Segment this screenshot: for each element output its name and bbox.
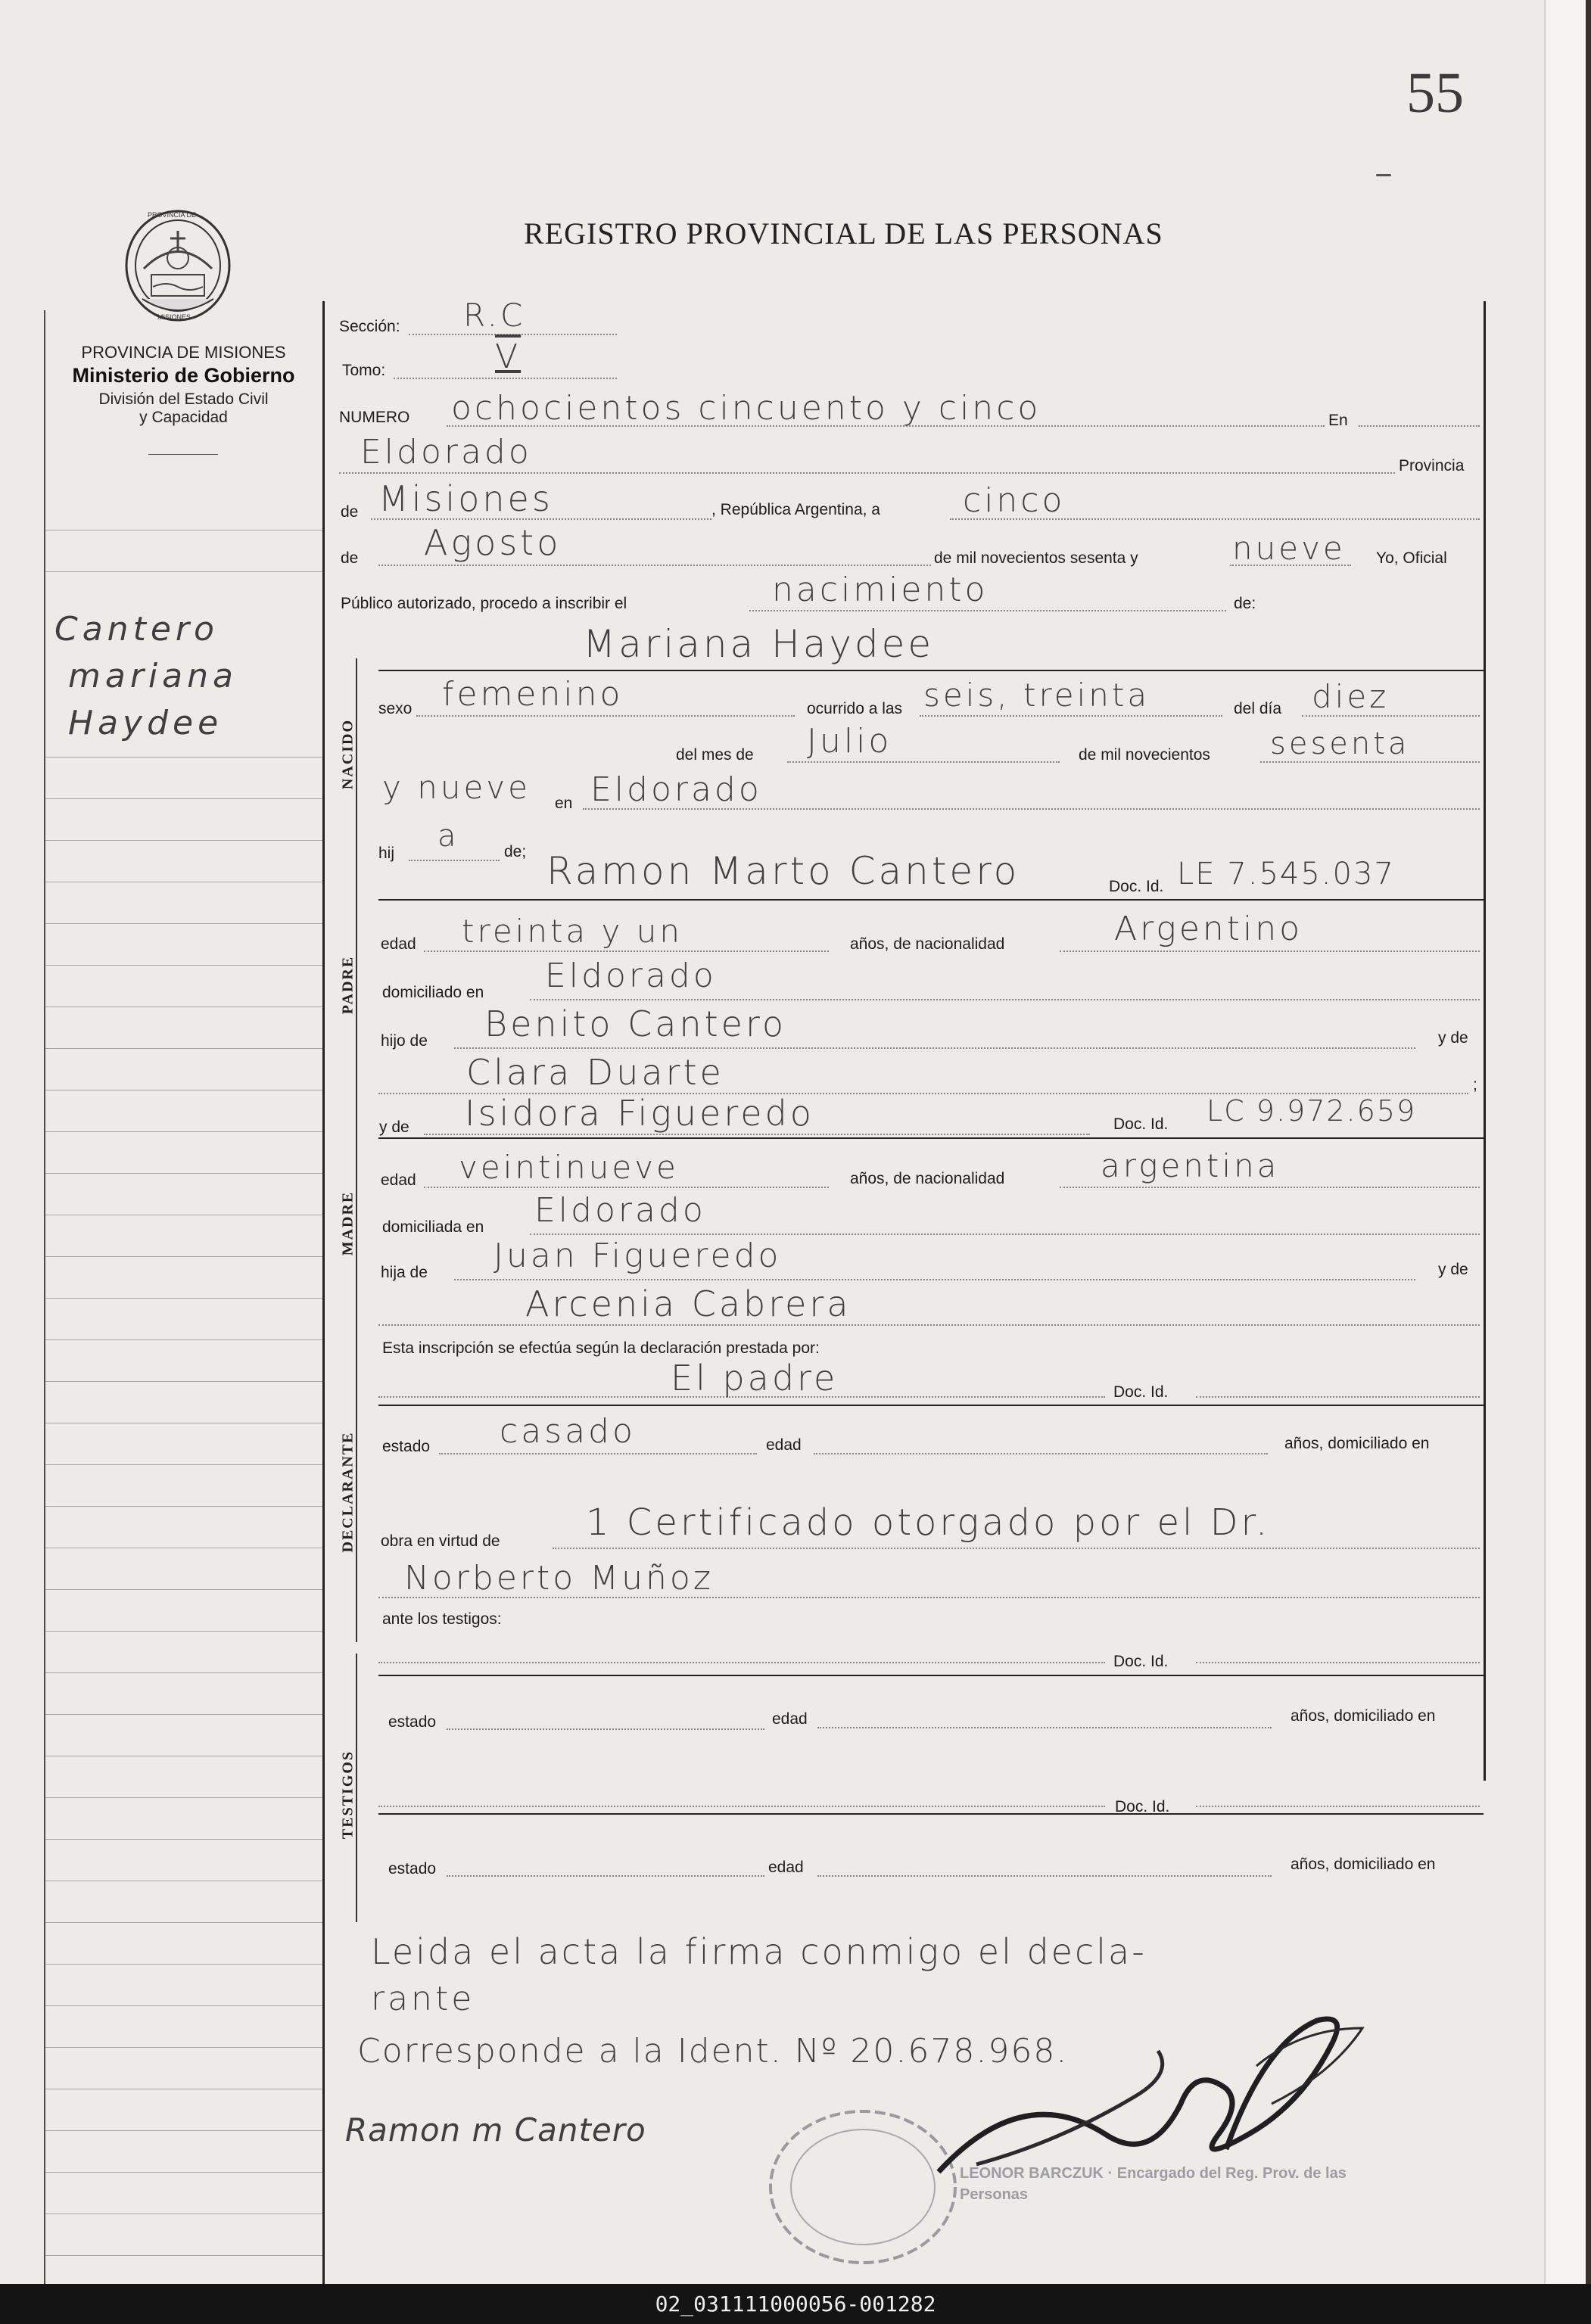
misiones-seal [121, 208, 235, 329]
label-publico: Público autorizado, procedo a inscribir el [341, 595, 627, 612]
separator-padre [378, 899, 1484, 901]
value-anio-2: y nueve [382, 769, 531, 806]
label-republica: , República Argentina, a [711, 501, 880, 518]
value-madre-nac: argentina [1101, 1147, 1280, 1184]
label-padre-nac: años, de nacionalidad [850, 935, 1005, 953]
value-sexo: femenino [442, 675, 624, 714]
line-testigo-2-edad [817, 1875, 1272, 1877]
line-testigo-2-name [378, 1806, 1105, 1807]
label-en: En [1328, 412, 1348, 429]
page-number: 55 [1406, 61, 1464, 125]
label-declaracion: Esta inscripción se efectúa según la declaración prestada por: [382, 1339, 820, 1357]
value-mes: Julio [807, 722, 892, 761]
line-madre-nac [1060, 1187, 1480, 1188]
label-decl-anios: años, domiciliado en [1284, 1435, 1430, 1452]
label-de-mil: de mil novecientos [1079, 746, 1210, 764]
label-ante: ante los testigos: [382, 1610, 502, 1628]
value-madre-hija-de: Juan Figueredo [493, 1237, 782, 1275]
line-mes [787, 761, 1060, 763]
margin-note-surname: Cantero [54, 610, 219, 649]
label-testigo-1-estado: estado [388, 1713, 437, 1731]
label-decl-edad: edad [766, 1436, 802, 1454]
official-signature [908, 1983, 1378, 2210]
line-hij [409, 860, 500, 861]
value-declarante: El padre [671, 1358, 839, 1398]
seal-text-top: PROVINCIA DE [148, 211, 197, 219]
closing-line-1: Leida el acta la firma conmigo el decla- [371, 1931, 1147, 1972]
line-decl-estado [439, 1453, 757, 1454]
label-seccion: Sección: [339, 318, 400, 335]
value-padre-dom: Eldorado [545, 957, 717, 995]
label-padre-semicolon: ; [1473, 1076, 1477, 1094]
line-anio-1 [1260, 761, 1480, 763]
label-madre-y-de: y de [379, 1118, 409, 1136]
label-del-dia: del día [1234, 700, 1282, 717]
org-division: División del Estado Civil [98, 390, 269, 408]
line-obra-1 [553, 1548, 1480, 1549]
line-testigo-1-estado [447, 1728, 764, 1730]
label-madre-hija-de: hija de [381, 1264, 428, 1281]
line-sexo [416, 715, 795, 717]
line-en [1359, 425, 1480, 427]
image-id-bar [0, 2284, 1591, 2324]
value-hora: seis, treinta [923, 677, 1150, 714]
value-padre-nac: Argentino [1114, 910, 1303, 948]
value-seccion: R.C [463, 297, 526, 334]
line-padre-edad [424, 950, 829, 952]
image-id-label: 02_031111000056-001282 [655, 2291, 936, 2316]
label-testigo-2-doc: Doc. Id. [1115, 1798, 1170, 1815]
value-tomo: V [495, 338, 522, 376]
org-block [45, 343, 322, 427]
closing-line-2: rante [371, 1980, 475, 2018]
value-madre-nombre: Isidora Figueredo [465, 1093, 814, 1134]
label-en-lugar: en [555, 795, 573, 812]
line-lugar [339, 472, 1395, 474]
line-testigo-1-edad [817, 1727, 1272, 1728]
line-testigo-2-estado [447, 1875, 764, 1877]
top-right-mark [1376, 174, 1391, 176]
line-decl-edad [814, 1453, 1268, 1454]
value-dia-inscr: cinco [963, 481, 1066, 520]
value-madre-edad: veintinueve [459, 1149, 679, 1186]
value-madre-doc: LC 9.972.659 [1206, 1094, 1417, 1128]
value-padre-edad: treinta y un [462, 913, 683, 950]
label-declarante-doc: Doc. Id. [1113, 1383, 1169, 1401]
value-padre-y-de: Clara Duarte [466, 1052, 724, 1093]
line-padre-dom [530, 999, 1480, 1000]
official-stamp-text: LEONOR BARCZUK · Encargado del Reg. Prov. de las Personas [960, 2165, 1347, 2203]
label-testigo-2-estado: estado [388, 1860, 437, 1878]
label-decl-estado: estado [382, 1438, 431, 1455]
line-testigo-1-doc [1196, 1662, 1480, 1663]
label-de-mil-nov: de mil novecientos sesenta y [934, 549, 1138, 567]
value-padre-hijo-de: Benito Cantero [484, 1003, 787, 1044]
value-dia: diez [1312, 678, 1390, 715]
line-padre-hijo-de [454, 1047, 1415, 1049]
org-division-2: y Capacidad [139, 409, 228, 426]
label-de-provincia: de [341, 503, 359, 521]
margin-note-first: mariana [68, 657, 238, 695]
separator-testigo-1 [378, 1675, 1484, 1676]
side-label-madre: MADRE [339, 1190, 356, 1256]
label-padre-dom: domiciliado en [382, 984, 484, 1001]
line-testigo-2-doc [1196, 1806, 1480, 1807]
value-decl-estado: casado [500, 1412, 636, 1451]
label-padre-doc: Doc. Id. [1109, 878, 1164, 895]
value-lugar-nac: Eldorado [590, 770, 762, 809]
label-de-semi: de; [504, 843, 527, 860]
value-hij-suffix: a [437, 819, 459, 854]
value-anio-1: sesenta [1270, 726, 1410, 761]
label-numero: NUMERO [339, 409, 410, 426]
label-testigo-2-anios: años, domiciliado en [1291, 1856, 1436, 1873]
page-edge [1544, 0, 1586, 2284]
label-padre-edad: edad [381, 935, 416, 953]
org-underline [148, 454, 218, 455]
closing-line-3: Corresponde a la Ident. Nº 20.678.968. [357, 2032, 1069, 2070]
label-madre-doc: Doc. Id. [1113, 1115, 1169, 1133]
line-madre-dom [530, 1234, 1480, 1235]
separator-declarante [378, 1405, 1484, 1406]
value-nombre: Mariana Haydee [583, 622, 935, 666]
label-testigo-2-edad: edad [768, 1859, 804, 1876]
line-madre-hija-de [454, 1279, 1415, 1280]
value-padre-doc: LE 7.545.037 [1177, 857, 1395, 891]
line-padre-nac [1060, 950, 1480, 952]
label-madre-nac: años, de nacionalidad [850, 1170, 1005, 1187]
value-anio-inscr: nueve [1232, 530, 1346, 567]
side-label-padre: PADRE [339, 955, 356, 1015]
label-provincia: Provincia [1399, 457, 1465, 474]
line-madre-edad [424, 1187, 829, 1188]
line-acto [749, 610, 1226, 611]
seal-text-bottom: MISIONES [157, 313, 191, 321]
label-ocurrido: ocurrido a las [807, 700, 903, 717]
line-madre-nombre [424, 1134, 1090, 1135]
label-sexo: sexo [378, 700, 413, 717]
line-madre-y-de [378, 1324, 1480, 1326]
page-title: REGISTRO PROVINCIAL DE LAS PERSONAS [524, 216, 1163, 250]
margin-left-rule [44, 310, 45, 2284]
side-label-declarante: DECLARANTE [339, 1431, 356, 1553]
label-hij: hij [378, 845, 395, 862]
value-obra-2: Norberto Muñoz [404, 1559, 714, 1598]
label-madre-dom: domiciliada en [382, 1218, 484, 1236]
label-padre-y-de: y de [1438, 1029, 1468, 1047]
line-declarante-doc [1196, 1396, 1480, 1398]
label-testigo-1-doc: Doc. Id. [1113, 1653, 1169, 1670]
label-yo-oficial: Yo, Oficial [1376, 549, 1447, 567]
separator-madre [378, 1137, 1484, 1139]
label-obra: obra en virtud de [381, 1532, 500, 1550]
label-madre-edad: edad [381, 1171, 416, 1189]
label-testigo-1-anios: años, domiciliado en [1291, 1707, 1436, 1725]
value-provincia: Misiones [378, 478, 553, 519]
value-numero: ochocientos cincuento y cinco [451, 389, 1041, 428]
label-tomo: Tomo: [342, 362, 386, 379]
value-mes-inscr: Agosto [424, 522, 562, 563]
side-label-testigos: TESTIGOS [339, 1750, 356, 1840]
value-madre-dom: Eldorado [534, 1191, 706, 1230]
label-padre-hijo-de: hijo de [381, 1032, 428, 1050]
declarant-signature: Ramon m Cantero [345, 2111, 646, 2148]
label-del-mes: del mes de [676, 746, 754, 764]
label-de-mes: de [341, 549, 359, 567]
line-mes-inscr [378, 565, 931, 566]
value-madre-y-de: Arcenia Cabrera [525, 1283, 852, 1324]
margin-note-middle: Haydee [68, 704, 223, 742]
line-tomo [394, 378, 617, 379]
label-testigo-1-edad: edad [772, 1710, 808, 1728]
main-left-rule [322, 301, 325, 2284]
line-seccion [409, 334, 617, 335]
org-province: PROVINCIA DE MISIONES [81, 343, 286, 362]
label-de-colon: de: [1234, 595, 1256, 612]
line-testigo-1-name [378, 1662, 1105, 1663]
separator-nacido [378, 670, 1484, 671]
side-label-nacido: NACIDO [339, 718, 356, 790]
label-madre-y-de-2: y de [1438, 1261, 1468, 1278]
value-obra-1: 1 Certificado otorgado por el Dr. [586, 1501, 1271, 1544]
org-ministry: Ministerio de Gobierno [72, 364, 295, 387]
separator-testigo-2 [378, 1813, 1484, 1815]
main-right-rule [1484, 301, 1486, 1781]
value-padre-nombre: Ramon Marto Cantero [546, 849, 1020, 893]
value-acto: nacimiento [772, 571, 989, 609]
value-lugar: Eldorado [360, 433, 532, 471]
line-hora [920, 715, 1222, 717]
line-dia [1302, 715, 1480, 717]
